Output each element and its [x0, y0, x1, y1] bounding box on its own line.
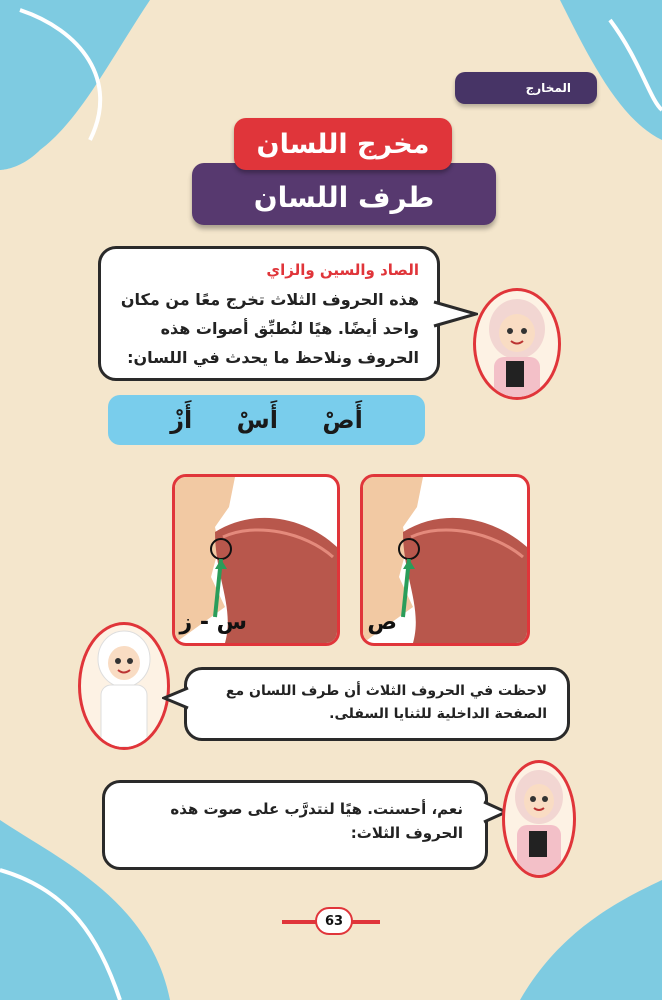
diagram-label-seen-zay: س - ز — [179, 610, 247, 635]
section-tag: المخارج — [455, 72, 597, 104]
page-number: 63 — [315, 907, 353, 935]
intro-speech-bubble — [98, 246, 440, 381]
observation-speech-bubble — [184, 667, 570, 741]
diagram-label-saad: ص — [367, 610, 397, 635]
intro-subtitle: الصاد والسين والزاي — [266, 261, 419, 279]
response-speech-bubble — [102, 780, 488, 870]
letter-seen: أَسْ — [236, 406, 278, 434]
mouth-diagram-seen-zay — [172, 474, 340, 646]
subtitle-banner: طرف اللسان — [192, 163, 496, 225]
girl-with-book-avatar-small — [502, 760, 576, 878]
girl-with-book-avatar — [473, 288, 561, 400]
title-banner: مخرج اللسان — [234, 118, 452, 170]
bubble-tail-icon — [432, 300, 478, 330]
letter-saad: أَصْ — [322, 406, 363, 434]
mouth-diagram-saad — [360, 474, 530, 646]
observation-text: لاحظت في الحروف الثلاث أن طرف اللسان مع الصفحة الداخلية للثنايا السفلى. — [225, 683, 547, 722]
intro-text: هذه الحروف الثلاث تخرج معًا من مكان واحد أيضًا. هيًا لنُطبِّق أصوات هذه الحروف ونلاحظ ما يحدث في اللسان: — [120, 290, 419, 367]
letters-bar — [108, 395, 425, 445]
letter-zay: أَزْ — [170, 406, 193, 434]
girl-standing-avatar — [78, 622, 170, 750]
bubble-tail-icon — [162, 686, 190, 710]
response-text: نعم، أحسنت. هيًا لنتدرَّب على صوت هذه الحروف الثلاث: — [170, 800, 463, 842]
